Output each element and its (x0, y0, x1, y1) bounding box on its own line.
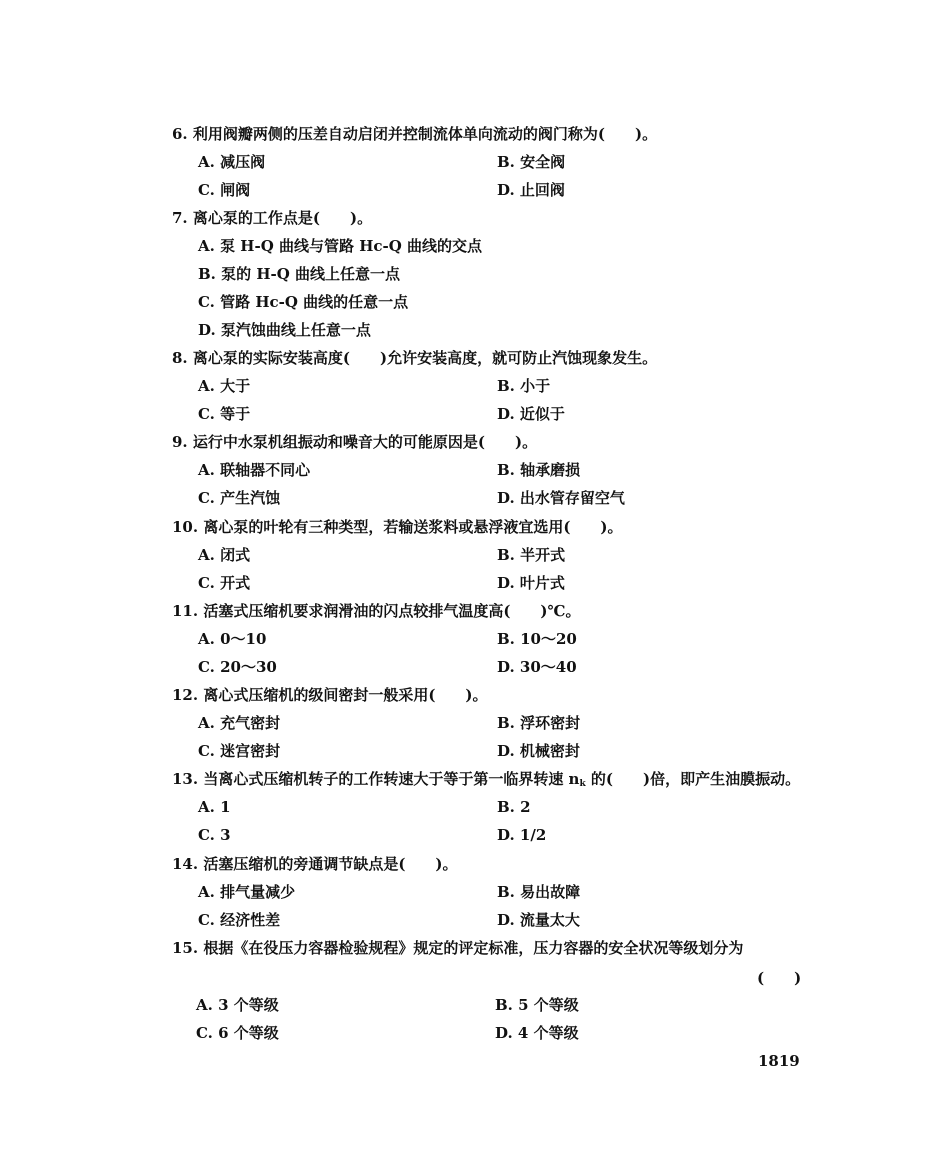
question-13-text-a: 13. 当离心式压缩机转子的工作转速大于等于第一临界转速 n (172, 770, 580, 788)
option-8c: C. 等于 (198, 405, 251, 423)
option-10b: B. 半开式 (497, 546, 566, 564)
question-13 (172, 769, 800, 794)
option-10c: C. 开式 (198, 574, 251, 592)
option-11b: B. 10～20 (497, 630, 577, 648)
option-13c: C. 3 (198, 826, 231, 844)
question-7: 7. 离心泵的工作点是( )。 (172, 209, 373, 227)
option-14c: C. 经济性差 (198, 911, 281, 929)
option-10a: A. 闭式 (198, 546, 251, 564)
option-9c: C. 产生汽蚀 (198, 489, 281, 507)
option-15d: D. 4 个等级 (495, 1024, 579, 1042)
option-6a: A. 减压阀 (198, 153, 266, 171)
option-14d: D. 流量太大 (497, 911, 580, 929)
option-7d: D. 泵汽蚀曲线上任意一点 (198, 321, 371, 339)
option-10d: D. 叶片式 (497, 574, 565, 592)
option-7a: A. 泵 H-Q 曲线与管路 Hc-Q 曲线的交点 (198, 237, 483, 255)
question-12: 12. 离心式压缩机的级间密封一般采用( )。 (172, 686, 488, 704)
option-15b: B. 5 个等级 (495, 996, 579, 1014)
option-9b: B. 轴承磨损 (497, 461, 581, 479)
option-7c: C. 管路 Hc-Q 曲线的任意一点 (198, 293, 409, 311)
option-6d: D. 止回阀 (497, 181, 565, 199)
question-13-subscript: k (579, 779, 586, 789)
option-11d: D. 30～40 (497, 658, 577, 676)
option-9d: D. 出水管存留空气 (497, 489, 625, 507)
option-12d: D. 机械密封 (497, 742, 580, 760)
option-8b: B. 小于 (497, 377, 551, 395)
question-14: 14. 活塞压缩机的旁通调节缺点是( )。 (172, 855, 458, 873)
option-11c: C. 20～30 (198, 658, 277, 676)
option-9a: A. 联轴器不同心 (198, 461, 311, 479)
option-15a: A. 3 个等级 (196, 996, 279, 1014)
question-10: 10. 离心泵的叶轮有三种类型，若输送浆料或悬浮液宜选用( )。 (172, 518, 623, 536)
option-8a: A. 大于 (198, 377, 251, 395)
answer-blank: ( ) (757, 969, 802, 987)
question-8: 8. 离心泵的实际安装高度( )允许安装高度，就可防止汽蚀现象发生。 (172, 349, 658, 367)
option-11a: A. 0～10 (198, 630, 267, 648)
option-13d: D. 1/2 (497, 826, 547, 844)
option-8d: D. 近似于 (497, 405, 565, 423)
option-14b: B. 易出故障 (497, 883, 581, 901)
question-15: 15. 根据《在役压力容器检验规程》规定的评定标准，压力容器的安全状况等级划分为 (172, 939, 744, 957)
option-12a: A. 充气密封 (198, 714, 281, 732)
option-12c: C. 迷宫密封 (198, 742, 281, 760)
question-9: 9. 运行中水泵机组振动和噪音大的可能原因是( )。 (172, 433, 538, 451)
question-11: 11. 活塞式压缩机要求润滑油的闪点较排气温度高( )℃。 (172, 602, 581, 620)
option-12b: B. 浮环密封 (497, 714, 581, 732)
option-6c: C. 闸阀 (198, 181, 251, 199)
option-7b: B. 泵的 H-Q 曲线上任意一点 (198, 265, 401, 283)
question-13-text-b: 的( )倍，即产生油膜振动。 (585, 770, 801, 788)
question-6: 6. 利用阀瓣两侧的压差自动启闭并控制流体单向流动的阀门称为( )。 (172, 125, 658, 143)
option-13b: B. 2 (497, 798, 531, 816)
option-14a: A. 排气量减少 (198, 883, 296, 901)
page-number: 1819 (758, 1052, 800, 1070)
option-6b: B. 安全阀 (497, 153, 566, 171)
option-13a: A. 1 (198, 798, 231, 816)
option-15c: C. 6 个等级 (196, 1024, 279, 1042)
